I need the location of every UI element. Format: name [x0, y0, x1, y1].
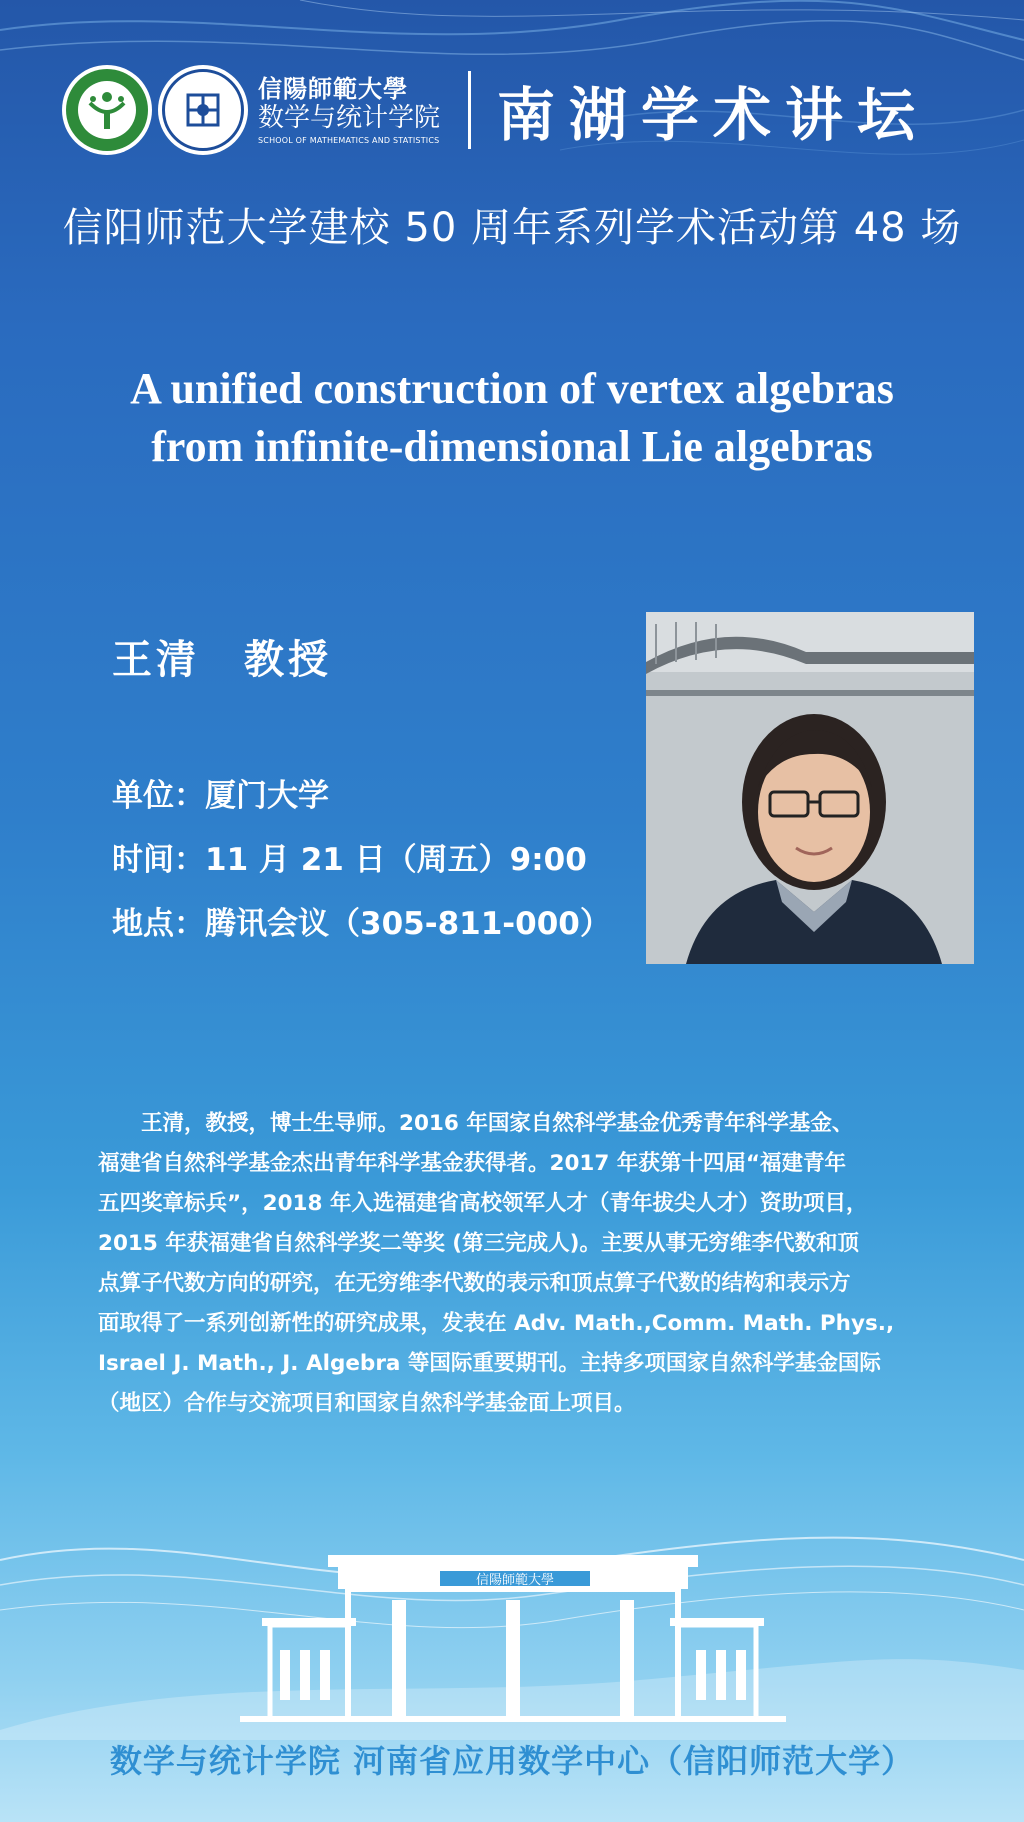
lecture-title-line1: A unified construction of vertex algebras — [130, 364, 894, 413]
college-name-block — [258, 75, 440, 146]
bio-line: Israel J. Math., J. Algebra 等国际重要期刊。主持多项国家自然科学基金国际 — [98, 1351, 881, 1376]
forum-title: 南湖学术讲坛 — [497, 81, 930, 149]
bio-line: 王清，教授，博士生导师。2016 年国家自然科学基金优秀青年科学基金、 — [98, 1111, 854, 1136]
bio-line: 福建省自然科学基金杰出青年科学基金获得者。2017 年获第十四届“福建青年 — [98, 1151, 846, 1176]
lecture-title — [0, 360, 1024, 476]
gate-sign: 信陽師範大學 — [475, 1573, 555, 1588]
college-logo — [158, 65, 248, 155]
bio-line: 面取得了一系列创新性的研究成果，发表在 Adv. Math.,Comm. Math. Phys., — [98, 1311, 895, 1336]
school-name: 信陽師範大學 — [258, 73, 408, 103]
college-name: 数学与统计学院 — [258, 102, 441, 133]
college-name-en: SCHOOL OF MATHEMATICS AND STATISTICS — [258, 135, 440, 145]
lecture-title-line2: from infinite-dimensional Lie algebras — [151, 422, 873, 471]
speaker-bio — [98, 1104, 936, 1424]
header-divider — [468, 71, 471, 149]
lecture-place: 地点：腾讯会议（305-811-000） — [112, 906, 611, 942]
footer-organizers: 数学与统计学院 河南省应用数学中心（信阳师范大学） — [109, 1742, 915, 1780]
speaker-unit: 单位：厦门大学 — [112, 778, 329, 814]
series-subtitle: 信阳师范大学建校 50 周年系列学术活动第 48 场 — [62, 205, 962, 251]
bio-line: 2015 年获福建省自然科学奖二等奖 (第三完成人)。主要从事无穷维李代数和顶 — [98, 1231, 859, 1256]
speaker-name: 王清 教授 — [112, 637, 332, 683]
speaker-photo — [646, 612, 974, 964]
lecture-time: 时间：11 月 21 日（周五）9:00 — [112, 842, 587, 878]
tree-icon — [84, 87, 130, 133]
bio-line: （地区）合作与交流项目和国家自然科学基金面上项目。 — [98, 1391, 636, 1416]
math-emblem-icon — [178, 85, 228, 135]
header — [62, 62, 962, 158]
bio-line: 点算子代数方向的研究，在无穷维李代数的表示和顶点算子代数的结构和表示方 — [98, 1271, 851, 1296]
university-logo — [62, 65, 152, 155]
bio-line: 五四奖章标兵”，2018 年入选福建省高校领军人才（青年拔尖人才）资助项目， — [98, 1191, 868, 1216]
campus-gate-illustration — [0, 1500, 1024, 1740]
